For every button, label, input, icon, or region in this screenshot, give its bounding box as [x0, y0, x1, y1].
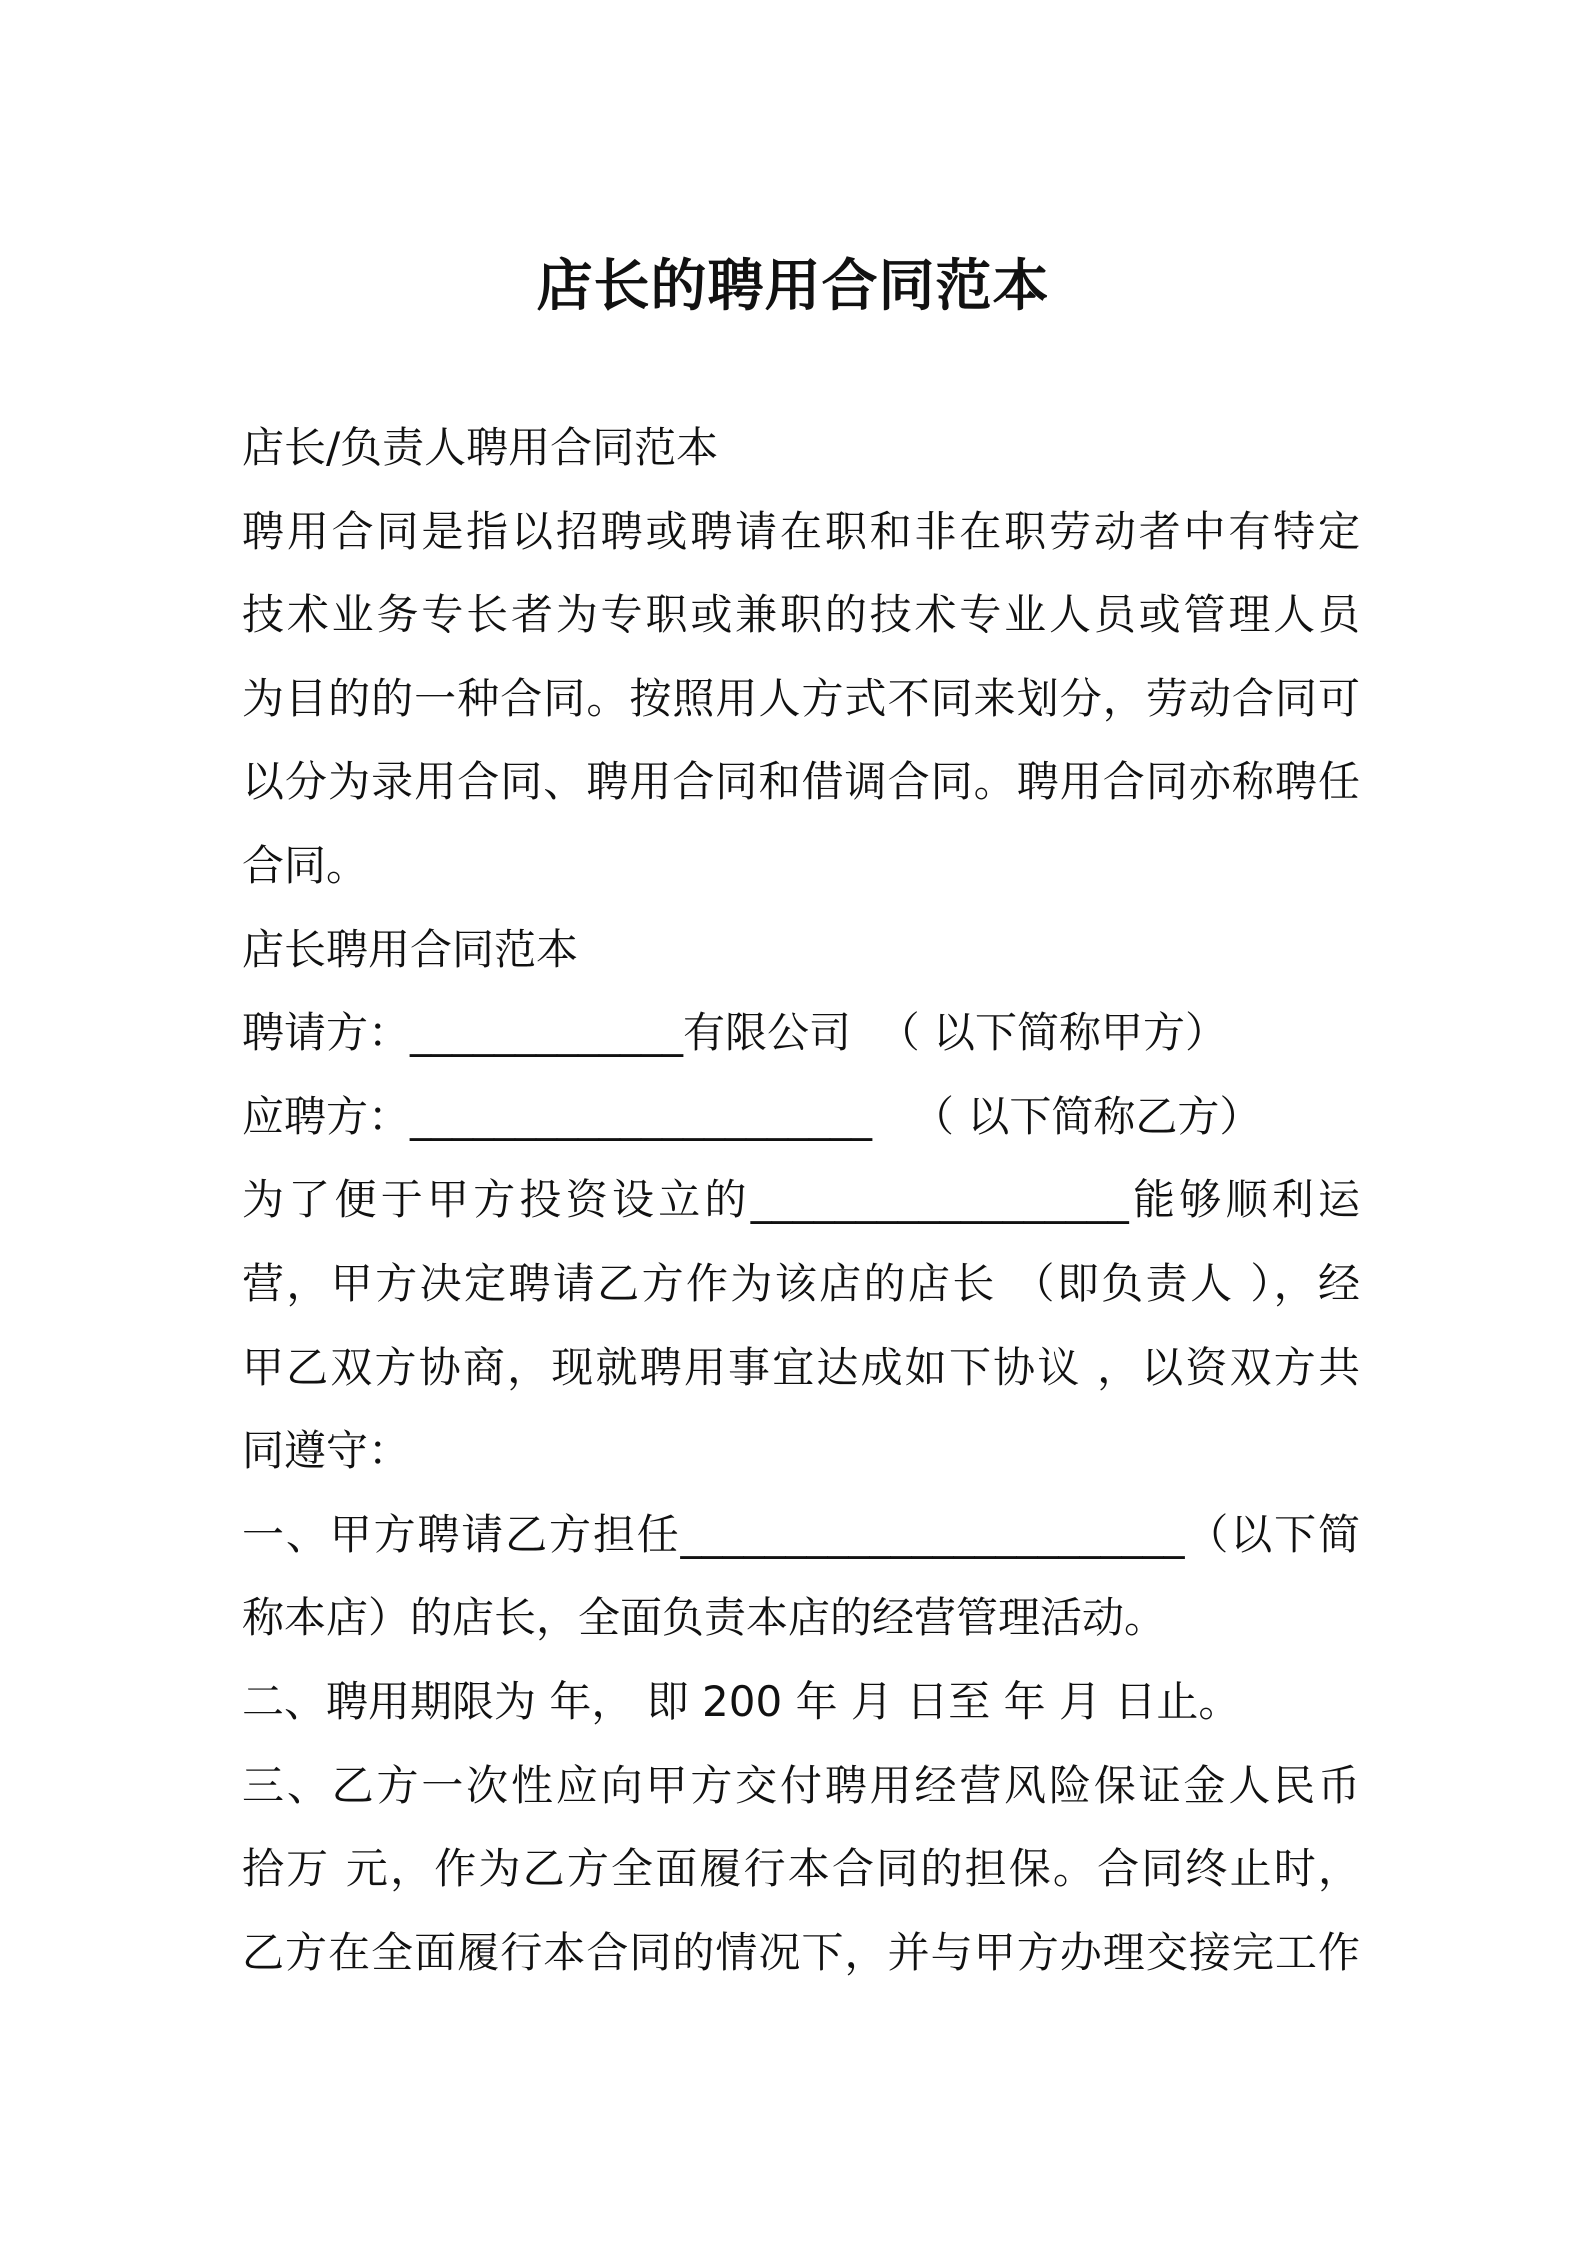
paragraph-line: 合同。	[242, 840, 369, 890]
paragraph-line: 聘用合同是指以招聘或聘请在职和非在职劳动者中有特定	[242, 506, 1360, 556]
clause-line: 三、乙方一次性应向甲方交付聘用经营风险保证金人民币	[242, 1760, 1360, 1810]
clause-line: 一、甲方聘请乙方担任________________________（以下简	[242, 1509, 1360, 1559]
clause-line: 乙方在全面履行本合同的情况下，并与甲方办理交接完工作	[242, 1927, 1360, 1977]
paragraph-line: 以分为录用合同、聘用合同和借调合同。聘用合同亦称聘任	[242, 757, 1360, 807]
paragraph-line: 甲乙双方协商，现就聘用事宜达成如下协议 ，以资双方共	[242, 1342, 1360, 1392]
clause-line: 称本店）的店长，全面负责本店的经营管理活动。	[242, 1593, 1167, 1643]
clause-line: 二、聘用期限为 年， 即 200 年 月 日至 年 月 日止。	[242, 1676, 1241, 1726]
paragraph-line: 营，甲方决定聘请乙方作为该店的店长 （即负责人 ），经	[242, 1258, 1360, 1308]
section-heading: 店长聘用合同范本	[242, 924, 579, 974]
paragraph-line: 为了便于甲方投资设立的__________________能够顺利运	[242, 1175, 1360, 1225]
employer-field-line: 聘请方：_____________有限公司 （ 以下简称甲方）	[242, 1008, 1228, 1058]
employee-field-line: 应聘方：______________________ （ 以下简称乙方）	[242, 1091, 1262, 1141]
paragraph-line: 同遵守：	[242, 1426, 411, 1476]
document-title: 店长的聘用合同范本	[536, 254, 1050, 319]
subtitle-line: 店长/负责人聘用合同范本	[242, 423, 719, 472]
paragraph-line: 技术业务专长者为专职或兼职的技术专业人员或管理人员	[242, 590, 1360, 640]
paragraph-line: 为目的的一种合同。按照用人方式不同来划分，劳动合同可	[242, 673, 1360, 723]
document-body	[242, 406, 1360, 1994]
clause-line: 拾万 元，作为乙方全面履行本合同的担保。合同终止时，	[242, 1844, 1360, 1894]
